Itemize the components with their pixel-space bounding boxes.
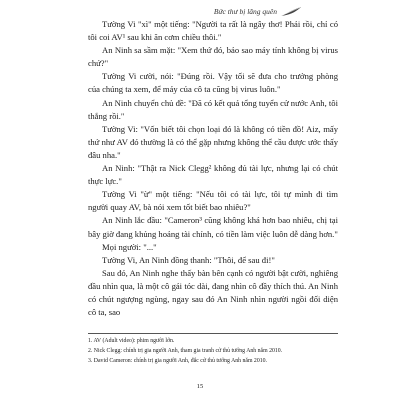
paragraph: Sau đó, An Ninh nghe thấy bàn bên cạnh có người bật cười, nghiêng đầu nhìn qua, là một cô gái tóc dài, đang nhìn cô đầy thích thú. An Ninh có chút ngượng ngùng, ngay sau đó An Ninh nhìn người ngồi đối diện cô ta, sao [88,267,338,318]
feather-quill-icon [280,6,302,17]
paragraph: An Ninh sa sầm mặt: "Xem thứ đó, bảo sao máy tính không bị virus chứ?" [88,45,338,69]
paragraph: Tường Vi "xì" một tiếng: "Người ta rất là ngây thơ! Phải rồi, chỉ có tôi coi AV¹ sau khi ăn cơm chiều thôi." [88,19,338,43]
paragraph: Tường Vi "ừ" một tiếng: "Nếu tôi có tài lực, tôi tự mình đi tìm người quay AV, bà nói xem tốt biết bao nhiêu?" [88,189,338,213]
running-head [214,6,302,17]
paragraph: An Ninh lắc đầu: "Cameron³ cũng không khá hơn bao nhiêu, chị tại bây giờ đang khủng hoảng tài chính, có tiền làm việc luôn dễ dàng hơn." [88,215,338,239]
footnote: 1. AV (Adult video): phim người lớn. [88,338,175,344]
paragraph: Mọi người: "..." [102,241,157,252]
footnote: 3. David Cameron: chính trị gia người Anh, đắc cử thủ tướng Anh năm 2010. [88,358,267,364]
paragraph: Tường Vi cười, nói: "Đúng rồi. Vậy tối sẽ đưa cho trưởng phòng của chúng ta xem, để máy của cô ta cũng bị virus luôn." [88,71,338,95]
footnotes [88,333,338,366]
page-number: 15 [196,383,204,390]
paragraph: An Ninh: "Thật ra Nick Clegg² không đủ tài lực, nhưng lại có chút thực lực." [88,163,338,187]
running-head-title: Bức thư bị lãng quên [213,7,277,16]
paragraph: An Ninh chuyển chủ đề: "Đã có kết quả tổng tuyển cử nước Anh, tôi thắng rồi." [88,97,338,121]
footnote: 2. Nick Clegg: chính trị gia người Anh, tham gia tranh cử thủ tướng Anh năm 2010. [88,348,283,354]
paragraph: Tường Vi, An Ninh đồng thanh: "Thôi, để sau đi!" [102,254,275,265]
paragraph: Tường Vi: "Vốn biết tôi chọn loại đó là không có tiền đồ! Aiz, mấy thứ như AV đó thường là có thể gặp nhưng không thể cầu được ước thấy đâu nha." [88,123,338,160]
body-text [88,18,338,319]
